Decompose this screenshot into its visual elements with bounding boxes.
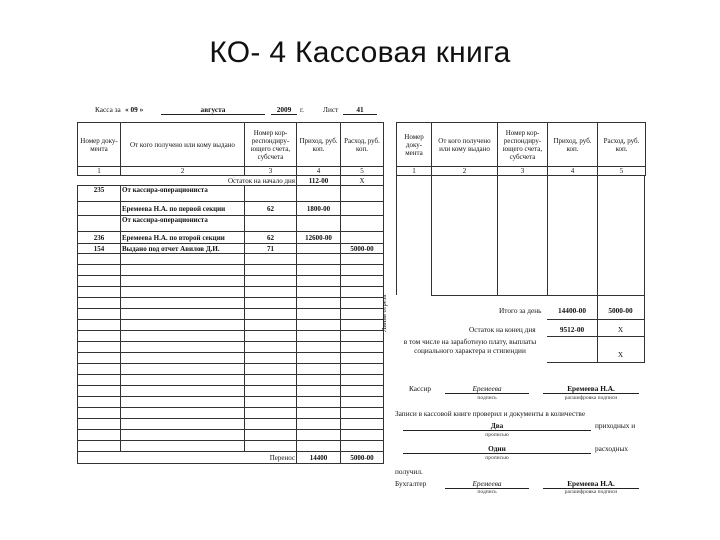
empty-row (78, 364, 384, 375)
col-header: Расход, руб. коп. (341, 123, 384, 167)
col-header: Расход, руб. коп. (598, 123, 646, 167)
col-number: 5 (341, 167, 384, 176)
table-row (78, 244, 384, 254)
cash-book-form (73, 96, 645, 496)
empty-row (78, 254, 384, 265)
propisyu-caption: прописью (485, 455, 509, 461)
poluchil-label: получил. (395, 467, 423, 476)
out: 5000-00 (341, 244, 384, 254)
in: 12600-00 (297, 232, 341, 244)
left-header-row (78, 123, 384, 167)
doc-number (78, 202, 121, 216)
acc: 71 (245, 244, 297, 254)
doc-number: 236 (78, 232, 121, 244)
page-title: КО- 4 Кассовая книга (209, 36, 511, 69)
empty-row (78, 287, 384, 298)
out (341, 202, 384, 216)
year-suffix: г. (300, 105, 304, 114)
rule (547, 362, 644, 363)
rash-count: Один (403, 444, 591, 454)
row-text: От кассира-операциониста (121, 186, 245, 202)
rule (431, 175, 432, 295)
rule (396, 175, 397, 295)
col-number: 1 (78, 167, 121, 176)
rule (547, 336, 644, 337)
opening-balance-row (78, 176, 384, 186)
kassir-name: Еремеева Н.А. (543, 384, 639, 394)
prih-label: приходных и (595, 421, 636, 430)
right-colnum-row (397, 167, 646, 176)
cut-line-note: Линия отреза (381, 294, 388, 332)
out (341, 232, 384, 244)
list-label: Лист (323, 105, 339, 114)
empty-row (78, 419, 384, 430)
empty-row (78, 397, 384, 408)
incl-label: в том числе на заработную плату, выплаты социального характера и стипендии (403, 337, 537, 355)
empty-row (78, 309, 384, 320)
kassir-signature: Еремеева (445, 384, 529, 394)
doc-number: 154 (78, 244, 121, 254)
empty-row (78, 320, 384, 331)
col-header: Номер кор-респондиру-ющего счета, субсчета (245, 123, 297, 167)
closing-x: X (617, 325, 624, 334)
empty-row (78, 430, 384, 441)
empty-row (78, 298, 384, 309)
day-total-label: Итого за день (499, 306, 542, 315)
doc-number: 235 (78, 186, 121, 202)
acc (245, 186, 297, 202)
date-month: августа (161, 105, 265, 115)
doc-number (78, 216, 121, 232)
col-number: 3 (498, 167, 548, 176)
acc (245, 216, 297, 232)
acc: 62 (245, 202, 297, 216)
empty-row (78, 408, 384, 419)
left-table (77, 122, 384, 464)
col-header: Приход, руб. коп. (548, 123, 598, 167)
kassa-za-label: Касса за (95, 105, 121, 114)
empty-row (78, 331, 384, 342)
col-header: Приход, руб. коп. (297, 123, 341, 167)
col-header: Номер доку-мента (397, 123, 432, 167)
rule (644, 175, 645, 363)
rule (547, 319, 644, 320)
rasshifrovka-caption: расшифровка подписи (564, 489, 618, 495)
empty-row (78, 276, 384, 287)
opening-x: X (341, 176, 384, 186)
acc: 62 (245, 232, 297, 244)
rash-label: расходных (595, 444, 629, 453)
left-colnum-row (78, 167, 384, 176)
rule (497, 175, 498, 295)
right-table (396, 122, 646, 176)
row-text: Еремеева Н.А. по второй секции (121, 232, 245, 244)
col-number: 3 (245, 167, 297, 176)
rule (597, 175, 598, 363)
empty-row (78, 342, 384, 353)
opening-value: 112-00 (297, 176, 341, 186)
closing-label: Остаток на конец дня (469, 325, 536, 334)
col-number: 2 (121, 167, 245, 176)
rule (431, 295, 644, 296)
in: 1800-00 (297, 202, 341, 216)
carry-in: 14400 (297, 452, 341, 464)
row-text: Еремеева Н.А. по первой секции (121, 202, 245, 216)
carry-label: Перенос (78, 452, 297, 464)
col-number: 5 (598, 167, 646, 176)
col-number: 1 (397, 167, 432, 176)
table-row (78, 202, 384, 216)
right-header-row (397, 123, 646, 167)
date-year: 2009 (271, 105, 297, 115)
out (341, 216, 384, 232)
in (297, 216, 341, 232)
buh-signature: Еремеева (445, 479, 529, 489)
col-header: От кого получено или кому выдано (432, 123, 498, 167)
table-row (78, 186, 384, 202)
table-row (78, 216, 384, 232)
list-number: 41 (343, 105, 377, 115)
rule (547, 175, 548, 295)
rasshifrovka-caption: расшифровка подписи (564, 395, 618, 401)
incl-x: X (617, 350, 624, 359)
propisyu-caption: прописью (485, 432, 509, 438)
col-header: От кого получено или кому выдано (121, 123, 245, 167)
date-day: « 09 » (125, 105, 144, 114)
closing-value: 9512-00 (559, 325, 585, 334)
row-text: От кассира-операциониста (121, 216, 245, 232)
carry-row (78, 452, 384, 464)
buh-name: Еремеева Н.А. (543, 479, 639, 489)
kassir-label: Кассир (409, 384, 432, 393)
day-total-out: 5000-00 (608, 306, 633, 315)
in (297, 186, 341, 202)
col-header: Номер доку-мента (78, 123, 121, 167)
carry-out: 5000-00 (341, 452, 384, 464)
check-text: Записи в кассовой книге проверил и документы в количестве (395, 409, 586, 418)
buh-label: Бухгалтер (395, 479, 427, 488)
col-header: Номер кор-респондиру-ющего счета, субсчета (498, 123, 548, 167)
podpis-caption: подпись (477, 395, 497, 401)
col-number: 2 (432, 167, 498, 176)
col-number: 4 (297, 167, 341, 176)
row-text: Выдано под отчет Авилов Д.И. (121, 244, 245, 254)
empty-row (78, 353, 384, 364)
prih-count: Два (403, 421, 591, 431)
day-total-in: 14400-00 (558, 306, 586, 315)
table-row (78, 232, 384, 244)
out (341, 186, 384, 202)
empty-row (78, 386, 384, 397)
empty-row (78, 441, 384, 452)
in (297, 244, 341, 254)
empty-row (78, 265, 384, 276)
podpis-caption: подпись (477, 489, 497, 495)
empty-row (78, 375, 384, 386)
col-number: 4 (548, 167, 598, 176)
opening-label: Остаток на начало дня (78, 176, 297, 186)
